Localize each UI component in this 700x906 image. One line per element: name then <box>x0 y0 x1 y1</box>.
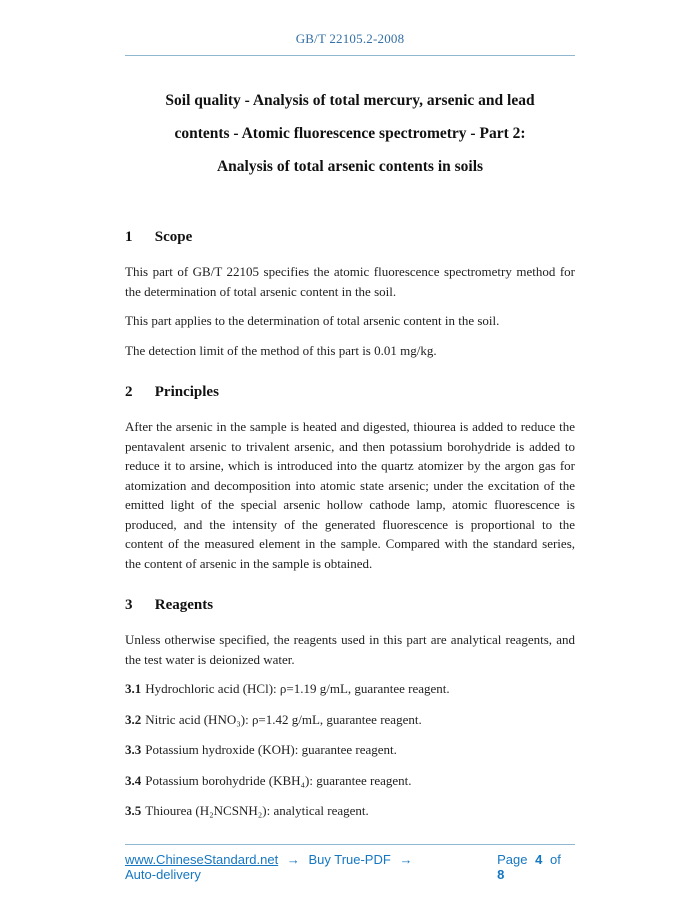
header-rule <box>125 55 575 56</box>
reagent-text: Potassium hydroxide (KOH): guarantee reagent. <box>145 742 397 757</box>
arrow-icon: → <box>286 852 300 867</box>
reagent-text: Thiourea (H₂NCSNH₂): analytical reagent. <box>145 803 369 818</box>
page-label: Page <box>497 852 528 867</box>
section-heading-text: Principles <box>154 384 219 400</box>
scope-paragraph-3: The detection limit of the method of this part is 0.01 mg/kg. <box>125 342 437 358</box>
page-indicator <box>493 852 575 882</box>
reagent-number: 3.1 <box>125 681 142 696</box>
doc-number: GB/T 22105.2-2008 <box>295 31 405 46</box>
page-footer <box>0 836 700 906</box>
section-reagents <box>125 597 575 821</box>
section-reagents-heading <box>125 597 575 614</box>
reagent-number: 3.3 <box>125 742 142 757</box>
footer-delivery-text: Auto-delivery <box>125 867 201 882</box>
title-line-2: contents - Atomic fluorescence spectrometry - Part 2: <box>174 125 526 142</box>
footer-buy-text: Buy True-PDF <box>308 852 391 867</box>
reagent-item-3-4 <box>125 771 575 791</box>
document-title <box>0 84 700 183</box>
section-number: 3 <box>125 597 133 613</box>
of-label: of <box>549 852 561 867</box>
reagent-text: Potassium borohydride (KBH₄): guarantee reagent. <box>145 772 412 788</box>
scope-paragraph-1: This part of GB/T 22105 specifies the atomic fluorescence spectrometry method for the determination of total arsenic content in the soil. <box>125 264 575 299</box>
reagent-text: Hydrochloric acid (HCl): ρ=1.19 g/mL, guarantee reagent. <box>145 681 450 696</box>
reagent-item-3-3 <box>125 740 575 760</box>
section-number: 1 <box>125 229 133 245</box>
section-principles-heading <box>125 384 575 401</box>
section-number: 2 <box>125 384 133 400</box>
reagent-number: 3.4 <box>125 772 142 788</box>
arrow-icon: → <box>399 852 413 867</box>
section-heading-text: Reagents <box>154 597 214 613</box>
reagent-item-3-5 <box>125 801 575 821</box>
scope-paragraph-2: This part applies to the determination of total arsenic content in the soil. <box>125 313 500 328</box>
section-heading-text: Scope <box>154 229 193 245</box>
section-scope-heading <box>125 229 575 246</box>
page-current: 4 <box>535 852 543 867</box>
footer-rule <box>125 844 575 845</box>
reagent-item-3-1 <box>125 679 575 699</box>
section-principles <box>125 384 575 573</box>
reagents-intro-paragraph: Unless otherwise specified, the reagents used in this part are analytical reagents, and the test water is deionized water. <box>125 632 575 667</box>
footer-link[interactable]: www.ChineseStandard.net <box>125 852 279 867</box>
reagent-item-3-2 <box>125 710 575 730</box>
reagent-number: 3.2 <box>125 711 142 727</box>
title-line-1: Soil quality - Analysis of total mercury, arsenic and lead <box>165 92 535 109</box>
document-body <box>125 229 575 821</box>
section-scope <box>125 229 575 360</box>
title-line-3: Analysis of total arsenic contents in soils <box>216 158 484 175</box>
footer-links <box>125 852 493 882</box>
principles-paragraph: After the arsenic in the sample is heated and digested, thiourea is added to reduce the pentavalent arsenic to trivalent arsenic, and then potassium borohydride is added to reduce it to arsine, which is introduced into the quartz atomizer by the argon gas for atomization and decomposition into atomic state arsenic; under the excitation of the emitted light of the special arsenic hollow cathode lamp, atomic fluorescence is produced, and the intensity of the generated fluorescence is proportional to the content of the measured element in the sample. Compared with the standard series, the content of arsenic in the sample is obtained. <box>125 419 575 571</box>
reagent-text: Nitric acid (HNO₃): ρ=1.42 g/mL, guarantee reagent. <box>145 711 422 727</box>
reagent-number: 3.5 <box>125 803 142 818</box>
page-header <box>0 0 700 56</box>
page-total: 8 <box>497 867 505 882</box>
